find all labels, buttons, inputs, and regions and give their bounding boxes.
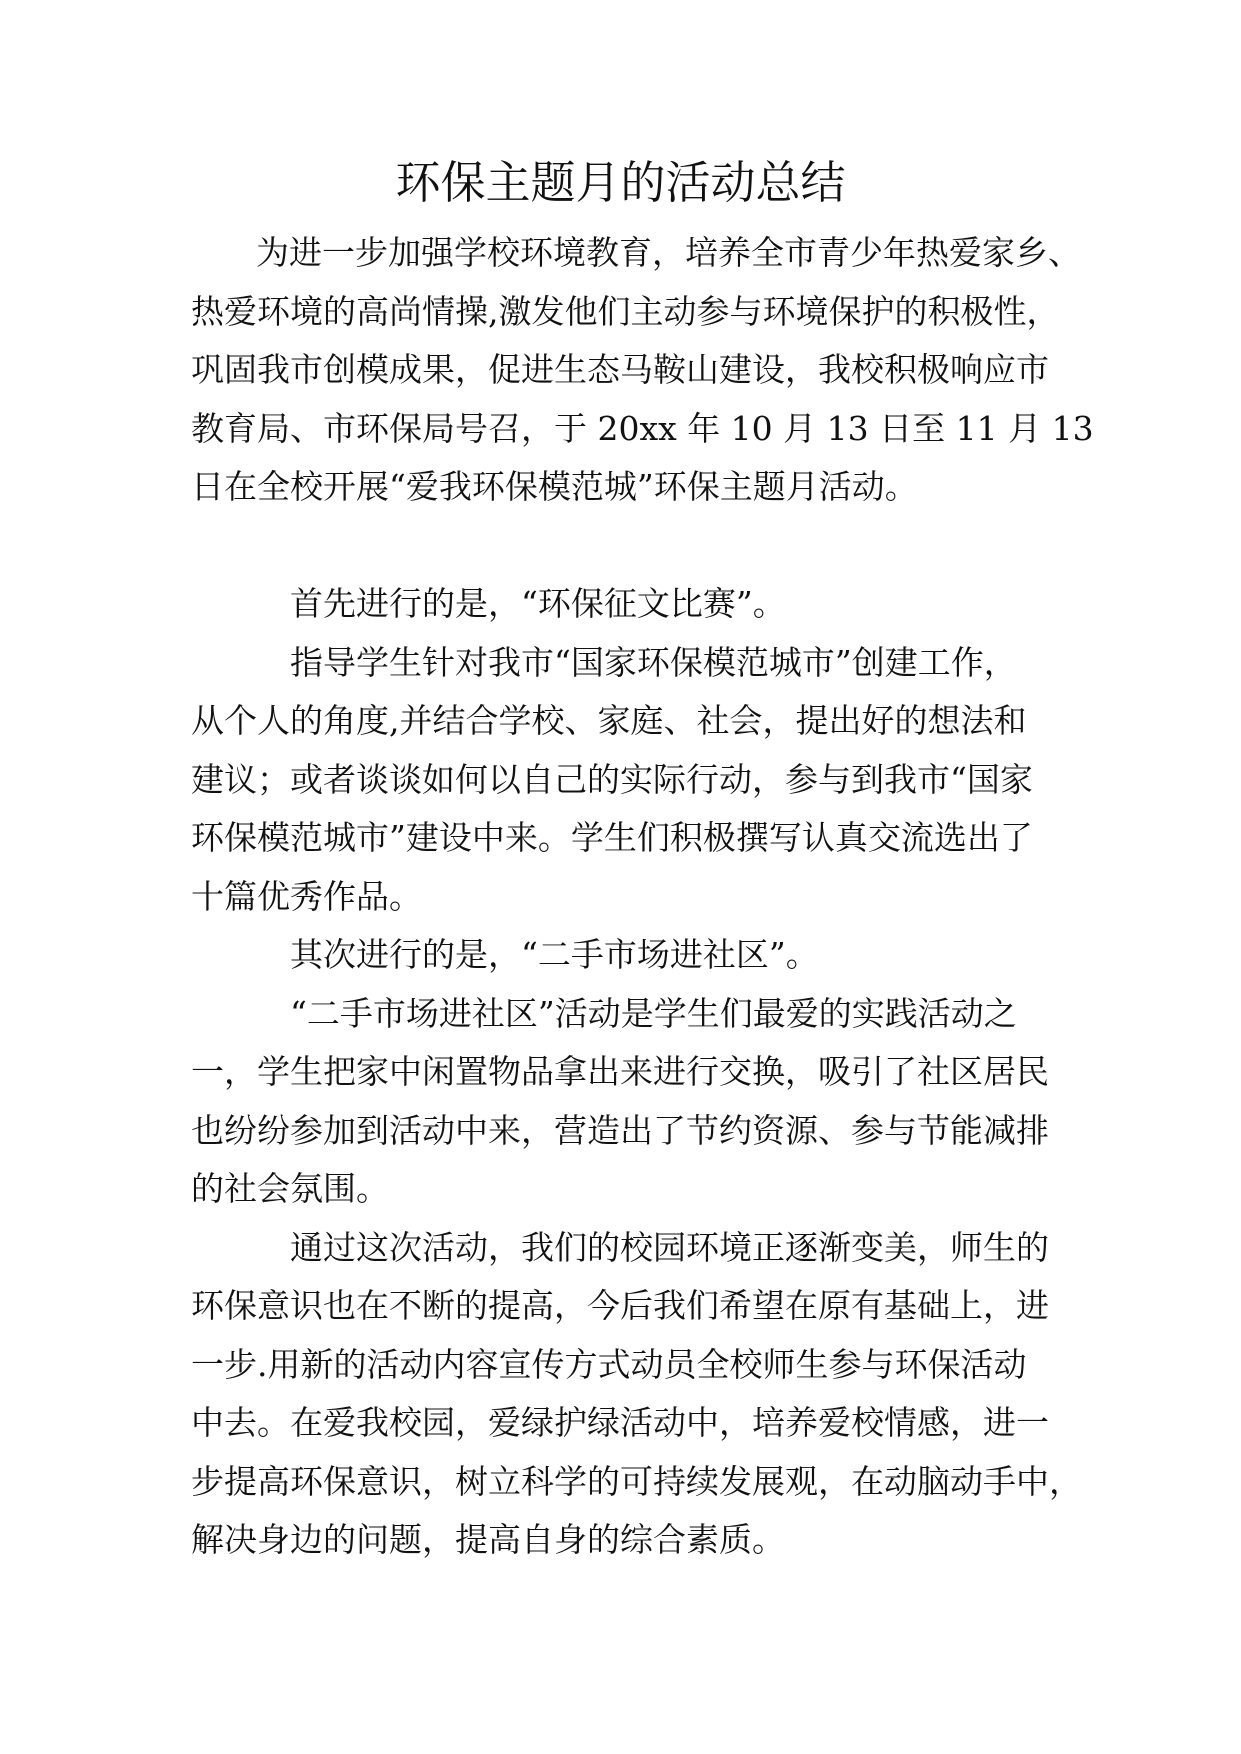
document-body <box>191 224 1111 1570</box>
paragraph-intro <box>191 224 1111 517</box>
text-line: 热爱环境的高尚情操,激发他们主动参与环境保护的积极性， <box>191 291 1060 331</box>
text-line: 十篇优秀作品。 <box>191 876 422 916</box>
text-line: 其次进行的是，“二手市场进社区”。 <box>290 935 819 974</box>
document-title: 环保主题月的活动总结 <box>395 156 846 209</box>
text-line: 教育局、市环保局号召，于 20xx 年 10 月 13 日至 11 月 13 <box>191 408 1094 448</box>
text-line: 从个人的角度,并结合学校、家庭、社会，提出好的想法和 <box>191 701 1027 740</box>
text-line: 中去。在爱我校园，爱绿护绿活动中，培养爱校情感，进一 <box>191 1403 1049 1442</box>
text-line: 也纷纷参加到活动中来，营造出了节约资源、参与节能减排 <box>191 1110 1049 1150</box>
text-line: 建议；或者谈谈如何以自己的实际行动，参与到我市“国家 <box>191 759 1033 799</box>
paragraph-market-heading <box>191 926 1111 985</box>
text-line: “二手市场进社区”活动是学生们最爱的实践活动之 <box>290 993 1017 1033</box>
text-line: 的社会氛围。 <box>191 1169 389 1208</box>
text-line: 指导学生针对我市“国家环保模范城市”创建工作， <box>290 642 1017 682</box>
paragraph-market-body <box>191 985 1111 1219</box>
text-line: 步提高环保意识，树立科学的可持续发展观，在动脑动手中， <box>191 1461 1082 1501</box>
text-line: 首先进行的是，“环保征文比赛”。 <box>290 584 786 623</box>
text-line: 一，学生把家中闲置物品拿出来进行交换，吸引了社区居民 <box>191 1052 1049 1091</box>
paragraph-essay-heading <box>191 575 1111 634</box>
text-line: 巩固我市创模成果，促进生态马鞍山建设，我校积极响应市 <box>191 350 1049 389</box>
text-line: 为进一步加强学校环境教育，培养全市青少年热爱家乡、 <box>256 233 1081 272</box>
paragraph-essay-body <box>191 634 1111 927</box>
text-line: 解决身边的问题，提高自身的综合素质。 <box>191 1520 785 1559</box>
text-line: 一步.用新的活动内容宣传方式动员全校师生参与环保活动 <box>191 1344 1027 1384</box>
text-line: 日在全校开展“爱我环保模范城”环保主题月活动。 <box>191 467 918 506</box>
text-line: 环保意识也在不断的提高，今后我们希望在原有基础上，进 <box>191 1286 1049 1325</box>
text-line: 环保模范城市”建设中来。学生们积极撰写认真交流选出了 <box>191 818 1033 857</box>
paragraph-conclusion <box>191 1219 1111 1570</box>
text-line: 通过这次活动，我们的校园环境正逐渐变美，师生的 <box>290 1227 1049 1267</box>
